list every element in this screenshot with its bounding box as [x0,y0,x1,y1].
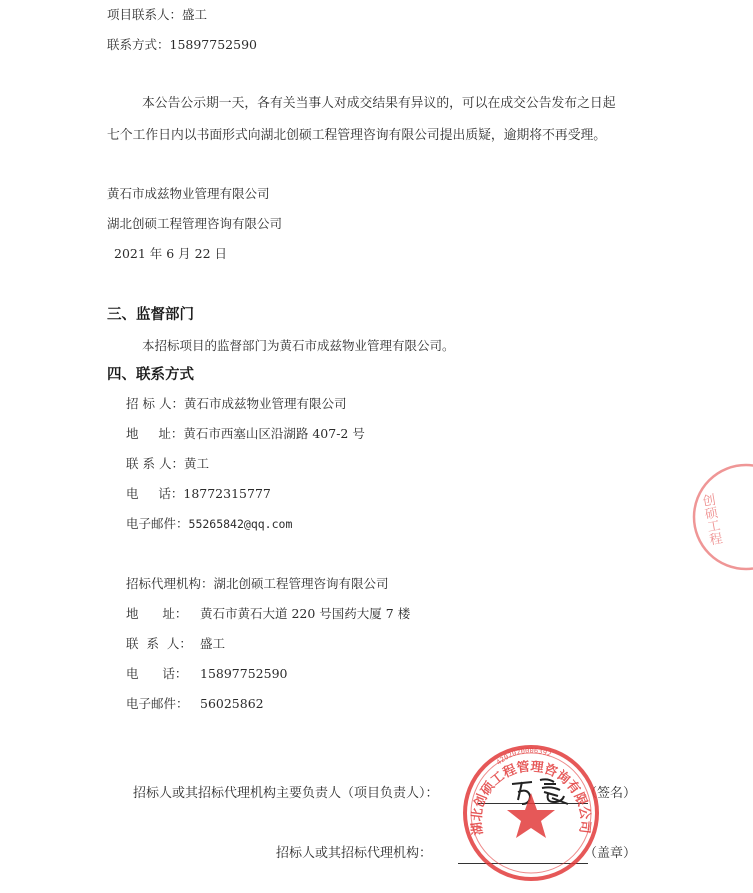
agency-name: 湖北创硕工程管理咨询有限公司 [213,576,389,591]
tenderer-email-row [126,516,292,532]
signature-line-2-label: 招标人或其招标代理机构： [276,846,433,861]
edge-seal-text: 创硕工程 [698,492,723,547]
tenderer-address: 黄石市西塞山区沿湖路 407-2 号 [183,426,365,441]
company-seal [456,738,606,888]
tenderer-email-label: 电子邮件： [126,516,189,531]
tenderer-contact: 黄工 [183,456,209,471]
issue-date: 2021 年 6 月 22 日 [114,246,228,261]
tenderer-email: 55265842@qq.com [188,517,293,531]
tenderer-name-label: 招 标 人： [126,396,184,411]
signature-line-1-label: 招标人或其招标代理机构主要负责人（项目负责人）： [133,786,439,801]
agency-address-row [126,606,410,622]
tenderer-name-row [126,396,346,412]
tenderer-phone-row [126,486,271,502]
signature-line-2-suffix: （盖章） [584,846,637,861]
agency-phone-label: 电 话： [126,666,188,681]
agency-address-label: 地 址： [126,606,188,621]
agency-email-row [126,696,264,712]
seal-number: 4202020006392 [494,746,553,767]
seal-company-text: 湖北创硕工程管理咨询有限公司 [469,759,593,836]
tenderer-phone: 18772315777 [183,486,271,501]
agency-contact: 盛工 [200,636,226,651]
agency-name-row [126,576,389,592]
agency-contact-row [126,636,225,652]
notice-line-2: 七个工作日内以书面形式向湖北创硕工程管理咨询有限公司提出质疑，逾期将不再受理。 [107,128,607,143]
agency-phone-row [126,666,287,682]
tenderer-address-label: 地 址： [126,426,184,441]
agency-address: 黄石市黄石大道 220 号国药大厦 7 楼 [200,606,411,621]
tenderer-contact-row [126,456,209,472]
edge-seal-partial [688,462,753,572]
signature-line-1-suffix: （签名） [584,786,637,801]
issuer-company-2: 湖北创硕工程管理咨询有限公司 [107,216,283,231]
tenderer-address-row [126,426,365,442]
agency-contact-label: 联 系 人： [126,636,192,651]
contact-method: 联系方式：15897752590 [107,37,257,52]
agency-email: 56025862 [200,696,264,711]
notice-line-1: 本公告公示期一天，各有关当事人对成交结果有异议的，可以在成交公告发布之日起 [142,96,616,111]
tenderer-phone-label: 电 话： [126,486,184,501]
section-4-heading: 四、联系方式 [107,366,194,383]
project-contact-person: 项目联系人：盛工 [107,7,208,22]
agency-name-label: 招标代理机构： [126,576,214,591]
tenderer-contact-label: 联 系 人： [126,456,184,471]
tenderer-name: 黄石市成兹物业管理有限公司 [183,396,347,411]
agency-phone: 15897752590 [200,666,288,681]
seal-star-icon [507,793,555,838]
issuer-company-1: 黄石市成兹物业管理有限公司 [107,186,270,201]
section-3-text: 本招标项目的监督部门为黄石市成兹物业管理有限公司。 [142,338,455,353]
agency-email-label: 电子邮件： [126,696,189,711]
section-3-heading: 三、监督部门 [107,306,194,323]
